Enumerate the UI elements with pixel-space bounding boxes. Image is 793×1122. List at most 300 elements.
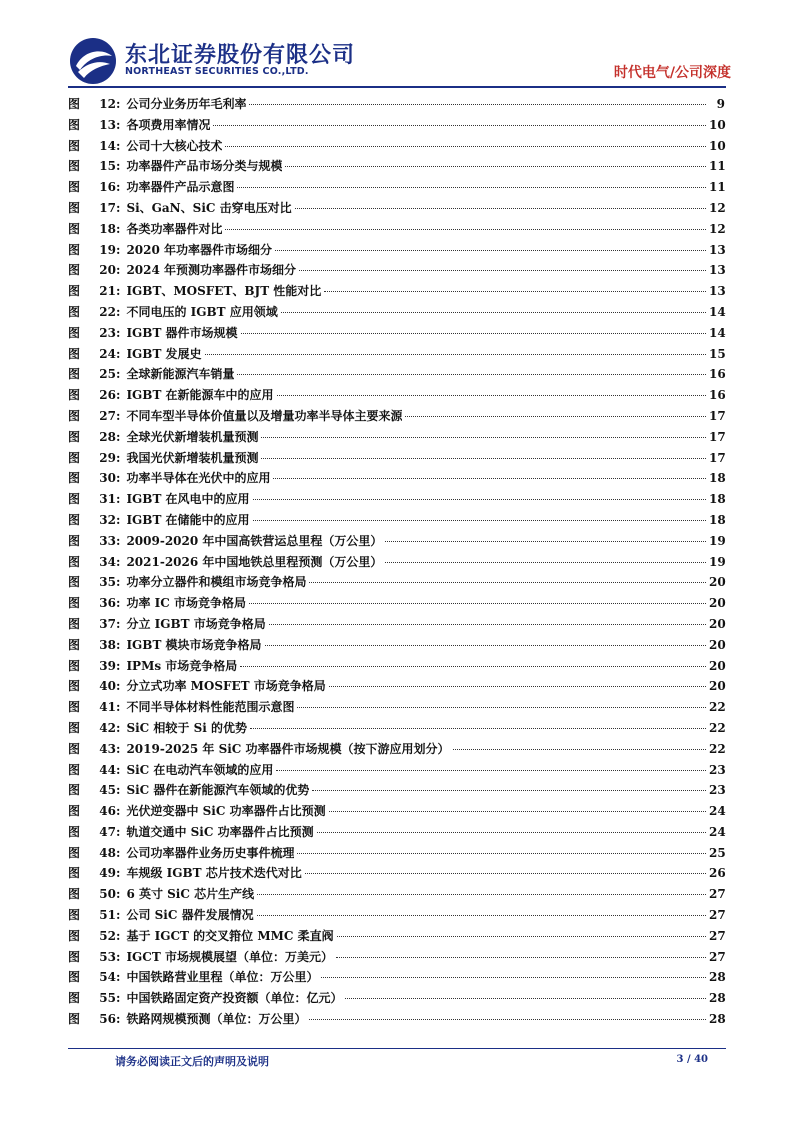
- dot-leader: [269, 624, 706, 625]
- figure-prefix: 图: [68, 284, 81, 299]
- figure-entry[interactable]: [68, 615, 725, 636]
- page-number: 3 / 40: [676, 1054, 708, 1065]
- figure-page-number: 28: [709, 1012, 726, 1027]
- figure-entry[interactable]: [68, 573, 725, 594]
- figure-colon: :: [116, 720, 121, 735]
- figure-entry[interactable]: [68, 927, 725, 948]
- dot-leader: [453, 749, 706, 750]
- figure-title: 2024 年预测功率器件市场细分: [126, 263, 297, 278]
- figure-entry[interactable]: [68, 968, 725, 989]
- figure-title: IGBT 器件市场规模: [126, 325, 238, 340]
- figure-page-number: 20: [709, 637, 726, 652]
- figure-number: 35: [99, 575, 116, 590]
- dot-leader: [225, 146, 706, 147]
- dot-leader: [237, 187, 706, 188]
- figure-entry[interactable]: [68, 490, 725, 511]
- figure-colon: :: [116, 263, 121, 278]
- figure-prefix: 图: [68, 804, 81, 819]
- figure-entry[interactable]: [68, 449, 725, 470]
- figure-prefix: 图: [68, 221, 81, 236]
- figure-entry[interactable]: [68, 511, 725, 532]
- figure-page-number: 10: [709, 138, 726, 153]
- figure-colon: :: [116, 679, 121, 694]
- figure-prefix: 图: [68, 408, 81, 423]
- figure-page-number: 14: [709, 304, 726, 319]
- figure-prefix: 图: [68, 949, 81, 964]
- figure-colon: :: [116, 388, 121, 403]
- figure-prefix: 图: [68, 845, 81, 860]
- figure-prefix: 图: [68, 762, 81, 777]
- figure-title: 2021-2026 年中国地铁总里程预测（万公里）: [126, 554, 383, 569]
- dot-leader: [250, 728, 706, 729]
- figure-prefix: 图: [68, 908, 81, 923]
- figure-page-number: 13: [709, 263, 726, 278]
- figure-number: 29: [99, 450, 116, 465]
- figure-page-number: 17: [709, 408, 726, 423]
- figure-number: 26: [99, 388, 116, 403]
- figure-entry[interactable]: [68, 594, 725, 615]
- figure-colon: :: [116, 284, 121, 299]
- figure-prefix: 图: [68, 97, 81, 111]
- figure-title: IPMs 市场竞争格局: [126, 658, 238, 673]
- figure-number: 43: [99, 741, 116, 756]
- figure-entry[interactable]: [68, 157, 725, 178]
- figure-page-number: 9: [716, 97, 725, 111]
- figure-page-number: 23: [709, 762, 726, 777]
- figure-colon: :: [116, 804, 121, 819]
- figure-prefix: 图: [68, 720, 81, 735]
- figure-page-number: 13: [709, 242, 726, 257]
- figure-entry[interactable]: [68, 823, 725, 844]
- figure-colon: :: [116, 783, 121, 798]
- figure-colon: :: [116, 970, 121, 985]
- figure-number: 13: [99, 117, 116, 132]
- figure-title: 功率器件产品示意图: [126, 180, 235, 195]
- figure-title: 各类功率器件对比: [126, 221, 223, 236]
- figure-entry[interactable]: [68, 719, 725, 740]
- figure-title: 不同车型半导体价值量以及增量功率半导体主要来源: [126, 408, 403, 423]
- figure-page-number: 11: [709, 180, 726, 195]
- figure-entry[interactable]: [68, 948, 725, 969]
- figure-number: 18: [99, 221, 116, 236]
- dot-leader: [253, 499, 706, 500]
- figure-entry[interactable]: [68, 303, 725, 324]
- figure-entry[interactable]: [68, 241, 725, 262]
- dot-leader: [249, 104, 706, 105]
- figure-number: 47: [99, 824, 116, 839]
- figure-page-number: 18: [709, 492, 726, 507]
- figure-number: 46: [99, 804, 116, 819]
- figure-colon: :: [116, 928, 121, 943]
- figure-title: 各项费用率情况: [126, 117, 211, 132]
- figure-number: 25: [99, 367, 116, 382]
- dot-leader: [305, 873, 706, 874]
- figure-entry[interactable]: [68, 137, 725, 158]
- figure-number: 16: [99, 180, 116, 195]
- figure-page-number: 27: [709, 887, 726, 902]
- figure-title: SiC 器件在新能源汽车领域的优势: [126, 783, 310, 798]
- figure-colon: :: [116, 408, 121, 423]
- figure-number: 36: [99, 596, 116, 611]
- figure-colon: :: [116, 908, 121, 923]
- dot-leader: [275, 250, 706, 251]
- figure-entry[interactable]: [68, 864, 725, 885]
- dot-leader: [281, 312, 706, 313]
- figure-page-number: 10: [709, 117, 726, 132]
- figure-page-number: 13: [709, 284, 726, 299]
- figure-prefix: 图: [68, 970, 81, 985]
- dot-leader: [225, 229, 706, 230]
- northeast-securities-logo-icon: [68, 36, 118, 86]
- figure-page-number: 16: [709, 388, 726, 403]
- figure-title: 功率器件产品市场分类与规模: [126, 159, 283, 174]
- figure-page-number: 24: [709, 804, 726, 819]
- dot-leader: [312, 790, 706, 791]
- figure-title: IGBT、MOSFET、BJT 性能对比: [126, 284, 322, 299]
- figure-entry[interactable]: [68, 407, 725, 428]
- figure-prefix: 图: [68, 304, 81, 319]
- figure-entry[interactable]: [68, 636, 725, 657]
- figure-title: 功率 IC 市场竞争格局: [126, 596, 246, 611]
- dot-leader: [321, 977, 706, 978]
- figure-prefix: 图: [68, 928, 81, 943]
- figure-colon: :: [116, 450, 121, 465]
- figure-entry[interactable]: [68, 906, 725, 927]
- dot-leader: [261, 437, 706, 438]
- dot-leader: [213, 125, 706, 126]
- dot-leader: [309, 1019, 706, 1020]
- figure-colon: :: [116, 221, 121, 236]
- dot-leader: [276, 770, 706, 771]
- figure-number: 28: [99, 429, 116, 444]
- figure-entry[interactable]: [68, 532, 725, 553]
- figure-number: 56: [99, 1012, 116, 1027]
- figure-colon: :: [116, 159, 121, 174]
- figure-entry[interactable]: [68, 740, 725, 761]
- dot-leader: [309, 582, 706, 583]
- figure-number: 52: [99, 928, 116, 943]
- dot-leader: [297, 853, 706, 854]
- figure-list: [68, 95, 725, 1031]
- figure-page-number: 27: [709, 928, 726, 943]
- figure-colon: :: [116, 700, 121, 715]
- figure-colon: :: [116, 533, 121, 548]
- figure-page-number: 12: [709, 221, 726, 236]
- dot-leader: [385, 541, 706, 542]
- figure-page-number: 25: [709, 845, 726, 860]
- figure-page-number: 27: [709, 908, 726, 923]
- figure-prefix: 图: [68, 700, 81, 715]
- figure-number: 19: [99, 242, 116, 257]
- figure-entry[interactable]: [68, 802, 725, 823]
- figure-colon: :: [116, 658, 121, 673]
- figure-entry[interactable]: [68, 116, 725, 137]
- figure-number: 37: [99, 616, 116, 631]
- page-header: [0, 0, 793, 90]
- figure-number: 41: [99, 700, 116, 715]
- figure-page-number: 17: [709, 450, 726, 465]
- figure-number: 39: [99, 658, 116, 673]
- figure-number: 32: [99, 512, 116, 527]
- figure-number: 51: [99, 908, 116, 923]
- dot-leader: [249, 603, 706, 604]
- figure-prefix: 图: [68, 658, 81, 673]
- figure-number: 42: [99, 720, 116, 735]
- figure-colon: :: [116, 845, 121, 860]
- figure-title: 车规级 IGBT 芯片技术迭代对比: [126, 866, 302, 881]
- figure-prefix: 图: [68, 1012, 81, 1027]
- figure-title: 公司功率器件业务历史事件梳理: [126, 845, 295, 860]
- figure-title: 我国光伏新增装机量预测: [126, 450, 259, 465]
- dot-leader: [299, 270, 706, 271]
- figure-title: 分立 IGBT 市场竞争格局: [126, 616, 266, 631]
- figure-page-number: 18: [709, 512, 726, 527]
- dot-leader: [285, 166, 706, 167]
- figure-page-number: 20: [709, 616, 726, 631]
- figure-prefix: 图: [68, 679, 81, 694]
- figure-title: 中国铁路营业里程（单位：万公里）: [126, 970, 319, 985]
- figure-number: 40: [99, 679, 116, 694]
- figure-number: 50: [99, 887, 116, 902]
- figure-colon: :: [116, 512, 121, 527]
- figure-title: SiC 相较于 Si 的优势: [126, 720, 247, 735]
- figure-prefix: 图: [68, 824, 81, 839]
- figure-title: 不同电压的 IGBT 应用领域: [126, 304, 278, 319]
- figure-title: IGCT 市场规模展望（单位：万美元）: [126, 949, 333, 964]
- figure-colon: :: [116, 637, 121, 652]
- figure-entry[interactable]: [68, 698, 725, 719]
- dot-leader: [336, 957, 706, 958]
- figure-colon: :: [116, 492, 121, 507]
- figure-colon: :: [116, 575, 121, 590]
- figure-title: 2009-2020 年中国高铁营运总里程（万公里）: [126, 533, 383, 548]
- figure-prefix: 图: [68, 575, 81, 590]
- figure-title: IGBT 在储能中的应用: [126, 512, 250, 527]
- figure-prefix: 图: [68, 138, 81, 153]
- figure-entry[interactable]: [68, 677, 725, 698]
- dot-leader: [345, 998, 706, 999]
- figure-colon: :: [116, 866, 121, 881]
- dot-leader: [237, 374, 706, 375]
- figure-number: 24: [99, 346, 116, 361]
- figure-colon: :: [116, 471, 121, 486]
- dot-leader: [324, 291, 706, 292]
- figure-number: 45: [99, 783, 116, 798]
- figure-number: 34: [99, 554, 116, 569]
- dot-leader: [240, 666, 706, 667]
- figure-title: 轨道交通中 SiC 功率器件占比预测: [126, 824, 314, 839]
- figure-number: 15: [99, 159, 116, 174]
- figure-colon: :: [116, 741, 121, 756]
- figure-colon: :: [116, 242, 121, 257]
- figure-colon: :: [116, 554, 121, 569]
- figure-prefix: 图: [68, 200, 81, 215]
- figure-title: 公司十大核心技术: [126, 138, 223, 153]
- figure-title: 铁路网规模预测（单位：万公里）: [126, 1012, 307, 1027]
- figure-entry[interactable]: [68, 657, 725, 678]
- figure-number: 49: [99, 866, 116, 881]
- figure-title: 6 英寸 SiC 芯片生产线: [126, 887, 255, 902]
- figure-colon: :: [116, 991, 121, 1006]
- figure-title: 全球光伏新增装机量预测: [126, 429, 259, 444]
- figure-number: 44: [99, 762, 116, 777]
- figure-entry[interactable]: [68, 428, 725, 449]
- figure-page-number: 20: [709, 575, 726, 590]
- figure-page-number: 20: [709, 596, 726, 611]
- figure-colon: :: [116, 762, 121, 777]
- figure-prefix: 图: [68, 783, 81, 798]
- figure-title: SiC 在电动汽车领域的应用: [126, 762, 274, 777]
- figure-page-number: 26: [709, 866, 726, 881]
- figure-prefix: 图: [68, 492, 81, 507]
- figure-colon: :: [116, 304, 121, 319]
- figure-prefix: 图: [68, 450, 81, 465]
- figure-colon: :: [116, 200, 121, 215]
- figure-prefix: 图: [68, 263, 81, 278]
- figure-entry[interactable]: [68, 844, 725, 865]
- figure-page-number: 28: [709, 991, 726, 1006]
- figure-number: 55: [99, 991, 116, 1006]
- figure-prefix: 图: [68, 471, 81, 486]
- figure-number: 33: [99, 533, 116, 548]
- figure-page-number: 20: [709, 658, 726, 673]
- figure-page-number: 12: [709, 200, 726, 215]
- figure-entry[interactable]: [68, 282, 725, 303]
- figure-number: 12: [99, 97, 116, 111]
- figure-number: 17: [99, 200, 116, 215]
- dot-leader: [295, 208, 706, 209]
- figure-page-number: 14: [709, 325, 726, 340]
- figure-prefix: 图: [68, 866, 81, 881]
- figure-number: 22: [99, 304, 116, 319]
- figure-page-number: 17: [709, 429, 726, 444]
- dot-leader: [261, 458, 706, 459]
- company-name-en: NORTHEAST SECURITIES CO.,LTD.: [125, 66, 309, 77]
- figure-entry[interactable]: [68, 469, 725, 490]
- dot-leader: [297, 707, 706, 708]
- figure-colon: :: [116, 824, 121, 839]
- dot-leader: [337, 936, 706, 937]
- dot-leader: [317, 832, 706, 833]
- figure-colon: :: [116, 596, 121, 611]
- figure-title: 公司分业务历年毛利率: [126, 97, 247, 111]
- figure-entry[interactable]: [68, 365, 725, 386]
- figure-title: 基于 IGCT 的交叉箝位 MMC 柔直阀: [126, 928, 334, 943]
- figure-title: 中国铁路固定资产投资额（单位：亿元）: [126, 991, 343, 1006]
- figure-page-number: 15: [709, 346, 726, 361]
- figure-title: 2020 年功率器件市场细分: [126, 242, 273, 257]
- figure-prefix: 图: [68, 159, 81, 174]
- figure-entry[interactable]: [68, 553, 725, 574]
- figure-title: 分立式功率 MOSFET 市场竞争格局: [126, 679, 326, 694]
- figure-colon: :: [116, 117, 121, 132]
- figure-number: 27: [99, 408, 116, 423]
- figure-number: 48: [99, 845, 116, 860]
- figure-number: 31: [99, 492, 116, 507]
- figure-page-number: 16: [709, 367, 726, 382]
- figure-prefix: 图: [68, 637, 81, 652]
- dot-leader: [253, 520, 706, 521]
- figure-colon: :: [116, 367, 121, 382]
- figure-colon: :: [116, 1012, 121, 1027]
- figure-prefix: 图: [68, 242, 81, 257]
- dot-leader: [277, 395, 706, 396]
- figure-entry[interactable]: [68, 324, 725, 345]
- figure-page-number: 22: [709, 741, 726, 756]
- figure-colon: :: [116, 616, 121, 631]
- figure-title: 功率半导体在光伏中的应用: [126, 471, 271, 486]
- figure-entry[interactable]: [68, 178, 725, 199]
- figure-title: 2019-2025 年 SiC 功率器件市场规模（按下游应用划分）: [126, 741, 450, 756]
- figure-page-number: 24: [709, 824, 726, 839]
- figure-number: 53: [99, 949, 116, 964]
- figure-title: IGBT 在风电中的应用: [126, 492, 250, 507]
- figure-colon: :: [116, 346, 121, 361]
- figure-entry[interactable]: [68, 386, 725, 407]
- figure-number: 21: [99, 284, 116, 299]
- figure-colon: :: [116, 180, 121, 195]
- figure-colon: :: [116, 949, 121, 964]
- figure-prefix: 图: [68, 887, 81, 902]
- figure-page-number: 22: [709, 700, 726, 715]
- figure-prefix: 图: [68, 367, 81, 382]
- figure-number: 38: [99, 637, 116, 652]
- figure-prefix: 图: [68, 117, 81, 132]
- figure-title: 全球新能源汽车销量: [126, 367, 235, 382]
- dot-leader: [329, 811, 706, 812]
- figure-number: 23: [99, 325, 116, 340]
- header-divider: [68, 86, 726, 88]
- dot-leader: [265, 645, 706, 646]
- disclaimer-note: 请务必阅读正文后的声明及说明: [115, 1055, 269, 1068]
- figure-title: IGBT 在新能源车中的应用: [126, 388, 274, 403]
- figure-entry[interactable]: [68, 199, 725, 220]
- figure-prefix: 图: [68, 429, 81, 444]
- figure-page-number: 22: [709, 720, 726, 735]
- figure-entry[interactable]: [68, 345, 725, 366]
- figure-number: 30: [99, 471, 116, 486]
- figure-page-number: 20: [709, 679, 726, 694]
- footer-divider: [68, 1048, 726, 1049]
- figure-number: 20: [99, 263, 116, 278]
- dot-leader: [257, 915, 706, 916]
- figure-prefix: 图: [68, 512, 81, 527]
- figure-number: 14: [99, 138, 116, 153]
- report-type-label: 时代电气/公司深度: [613, 65, 731, 81]
- dot-leader: [405, 416, 706, 417]
- dot-leader: [329, 686, 706, 687]
- figure-entry[interactable]: [68, 220, 725, 241]
- figure-page-number: 19: [709, 533, 726, 548]
- figure-entry[interactable]: [68, 261, 725, 282]
- figure-title: Si、GaN、SiC 击穿电压对比: [126, 200, 292, 215]
- figure-entry[interactable]: [68, 885, 725, 906]
- dot-leader: [241, 333, 706, 334]
- figure-entry[interactable]: [68, 95, 725, 116]
- figure-number: 54: [99, 970, 116, 985]
- dot-leader: [257, 894, 706, 895]
- figure-prefix: 图: [68, 616, 81, 631]
- figure-entry[interactable]: [68, 781, 725, 802]
- figure-entry[interactable]: [68, 761, 725, 782]
- figure-title: 公司 SiC 器件发展情况: [126, 908, 254, 923]
- figure-entry[interactable]: [68, 1010, 725, 1031]
- figure-colon: :: [116, 429, 121, 444]
- figure-page-number: 27: [709, 949, 726, 964]
- figure-title: 光伏逆变器中 SiC 功率器件占比预测: [126, 804, 326, 819]
- figure-prefix: 图: [68, 991, 81, 1006]
- figure-entry[interactable]: [68, 989, 725, 1010]
